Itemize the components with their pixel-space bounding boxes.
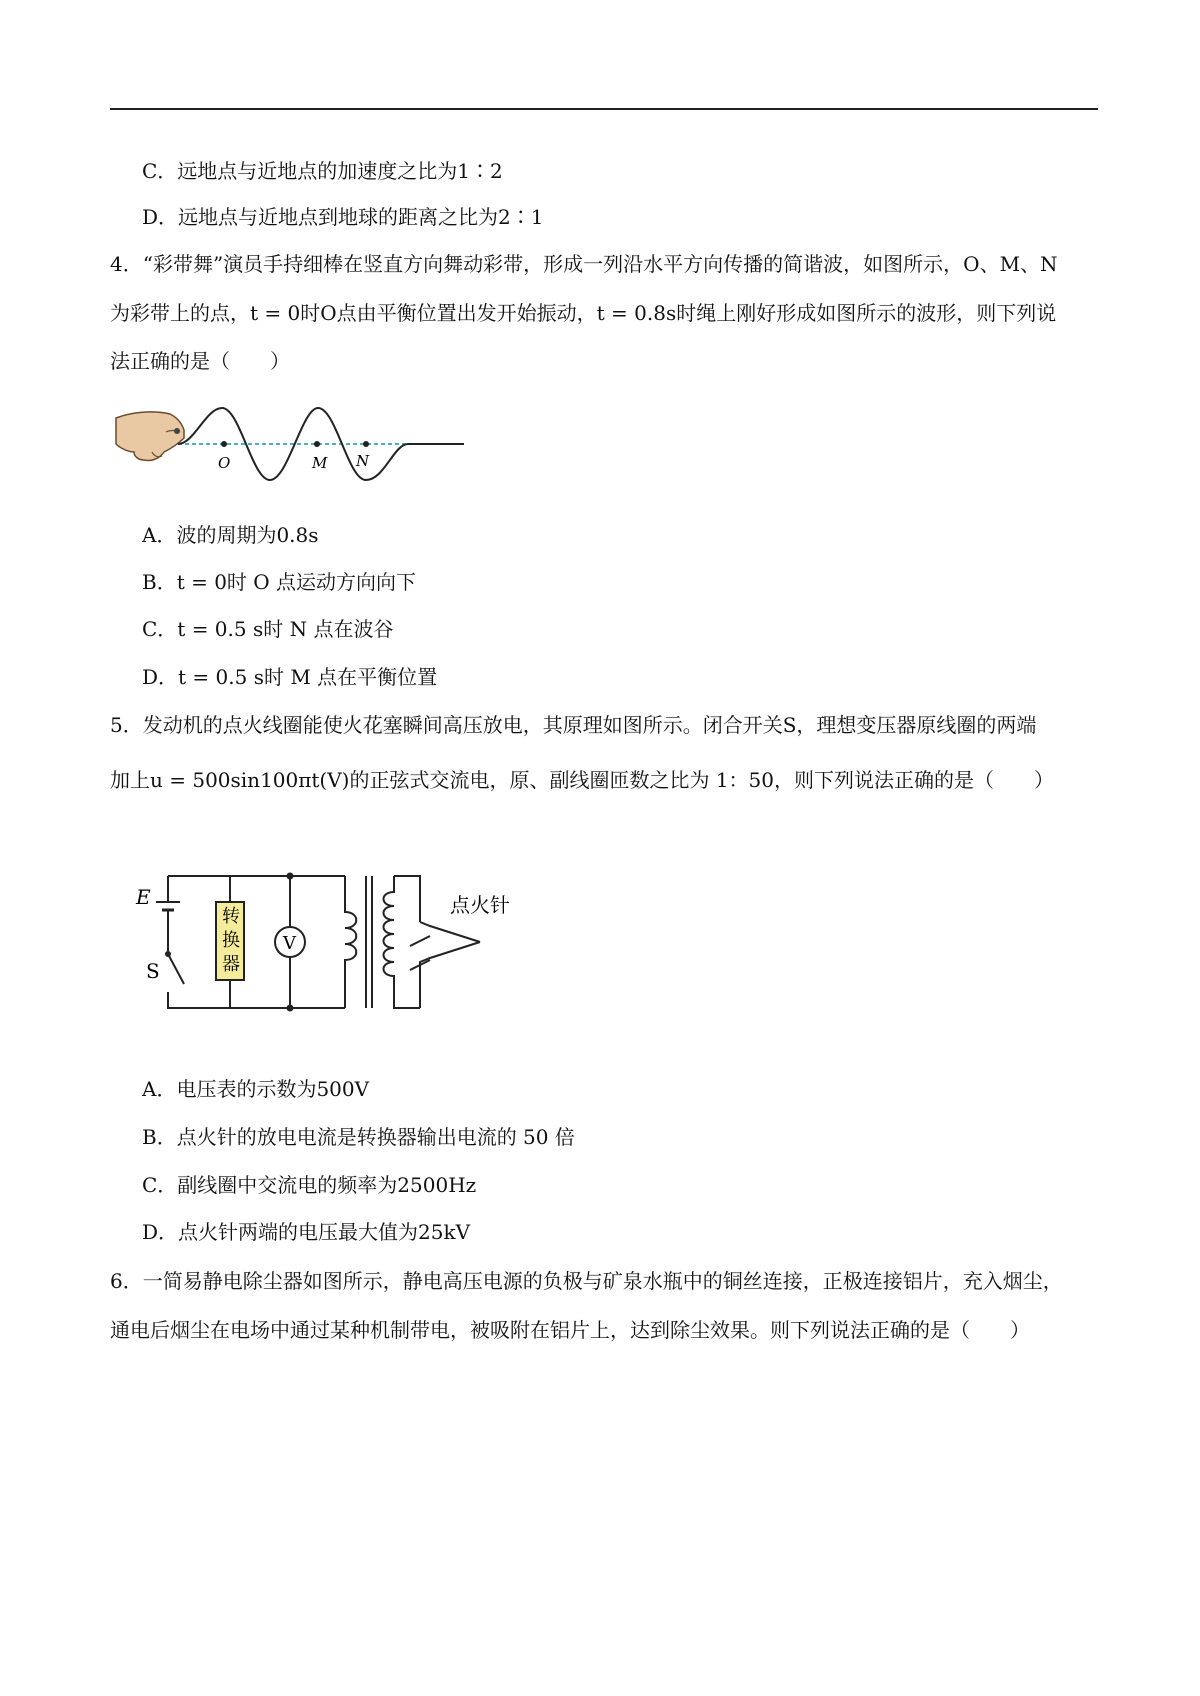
point-m <box>314 441 320 447</box>
q4-option-a: A．波的周期为0.8s <box>142 523 319 547</box>
q5-stem-line-1: 5．发动机的点火线圈能使火花塞瞬间高压放电，其原理如图所示。闭合开关S，理想变压器原线圈的两端 <box>110 713 1037 737</box>
q4-option-b: B．t = 0时 O 点运动方向向下 <box>142 570 417 594</box>
q3-option-d: D．远地点与近地点到地球的距离之比为2∶1 <box>142 205 544 229</box>
converter-label-2: 换 <box>222 930 240 951</box>
converter-label-3: 器 <box>222 954 240 975</box>
q5-option-a: A．电压表的示数为500V <box>142 1077 370 1101</box>
point-n <box>363 441 369 447</box>
q4-option-d: D．t = 0.5 s时 M 点在平衡位置 <box>142 665 438 689</box>
converter-label-1: 转 <box>222 906 240 927</box>
q5-stem-line-2: 加上u = 500sin100πt(V)的正弦式交流电，原、副线圈匝数之比为 1：50，则下列说法正确的是（ ） <box>110 768 1055 792</box>
q4-stem-line-1: 4．“彩带舞”演员手持细棒在竖直方向舞动彩带，形成一列沿水平方向传播的简谐波，如图所示，O、M、N <box>110 252 1058 276</box>
q4-stem-line-2: 为彩带上的点，t = 0时O点由平衡位置出发开始振动，t = 0.8s时绳上刚好形成如图所示的波形，则下列说 <box>110 301 1057 325</box>
q4-option-c: C．t = 0.5 s时 N 点在波谷 <box>142 617 394 641</box>
label-o: O <box>218 454 231 472</box>
q5-option-d: D．点火针两端的电压最大值为25kV <box>142 1220 471 1244</box>
label-m: M <box>312 454 328 472</box>
q5-option-c: C．副线圈中交流电的频率为2500Hz <box>142 1173 477 1197</box>
q5-option-b: B．点火针的放电电流是转换器输出电流的 50 倍 <box>142 1125 575 1149</box>
q3-option-c: C．远地点与近地点的加速度之比为1∶2 <box>142 159 503 183</box>
switch-label-s: S <box>146 959 160 983</box>
point-o <box>221 441 227 447</box>
q6-stem-line-1: 6．一简易静电除尘器如图所示，静电高压电源的负极与矿泉水瓶中的铜丝连接，正极连接铝片，充入烟尘， <box>110 1269 1063 1293</box>
q4-wave-figure <box>112 400 472 490</box>
header-rule <box>110 108 1098 110</box>
hand-icon <box>116 412 184 461</box>
igniter-label: 点火针 <box>450 893 510 917</box>
q6-stem-line-2: 通电后烟尘在电场中通过某种机制带电，被吸附在铝片上，达到除尘效果。则下列说法正确的是（ ） <box>110 1318 1030 1342</box>
q4-stem-line-3: 法正确的是（ ） <box>110 349 290 373</box>
voltmeter-label: V <box>283 933 296 954</box>
q5-circuit-figure <box>130 862 550 1022</box>
label-n: N <box>356 452 370 470</box>
battery-label-e: E <box>136 885 151 909</box>
